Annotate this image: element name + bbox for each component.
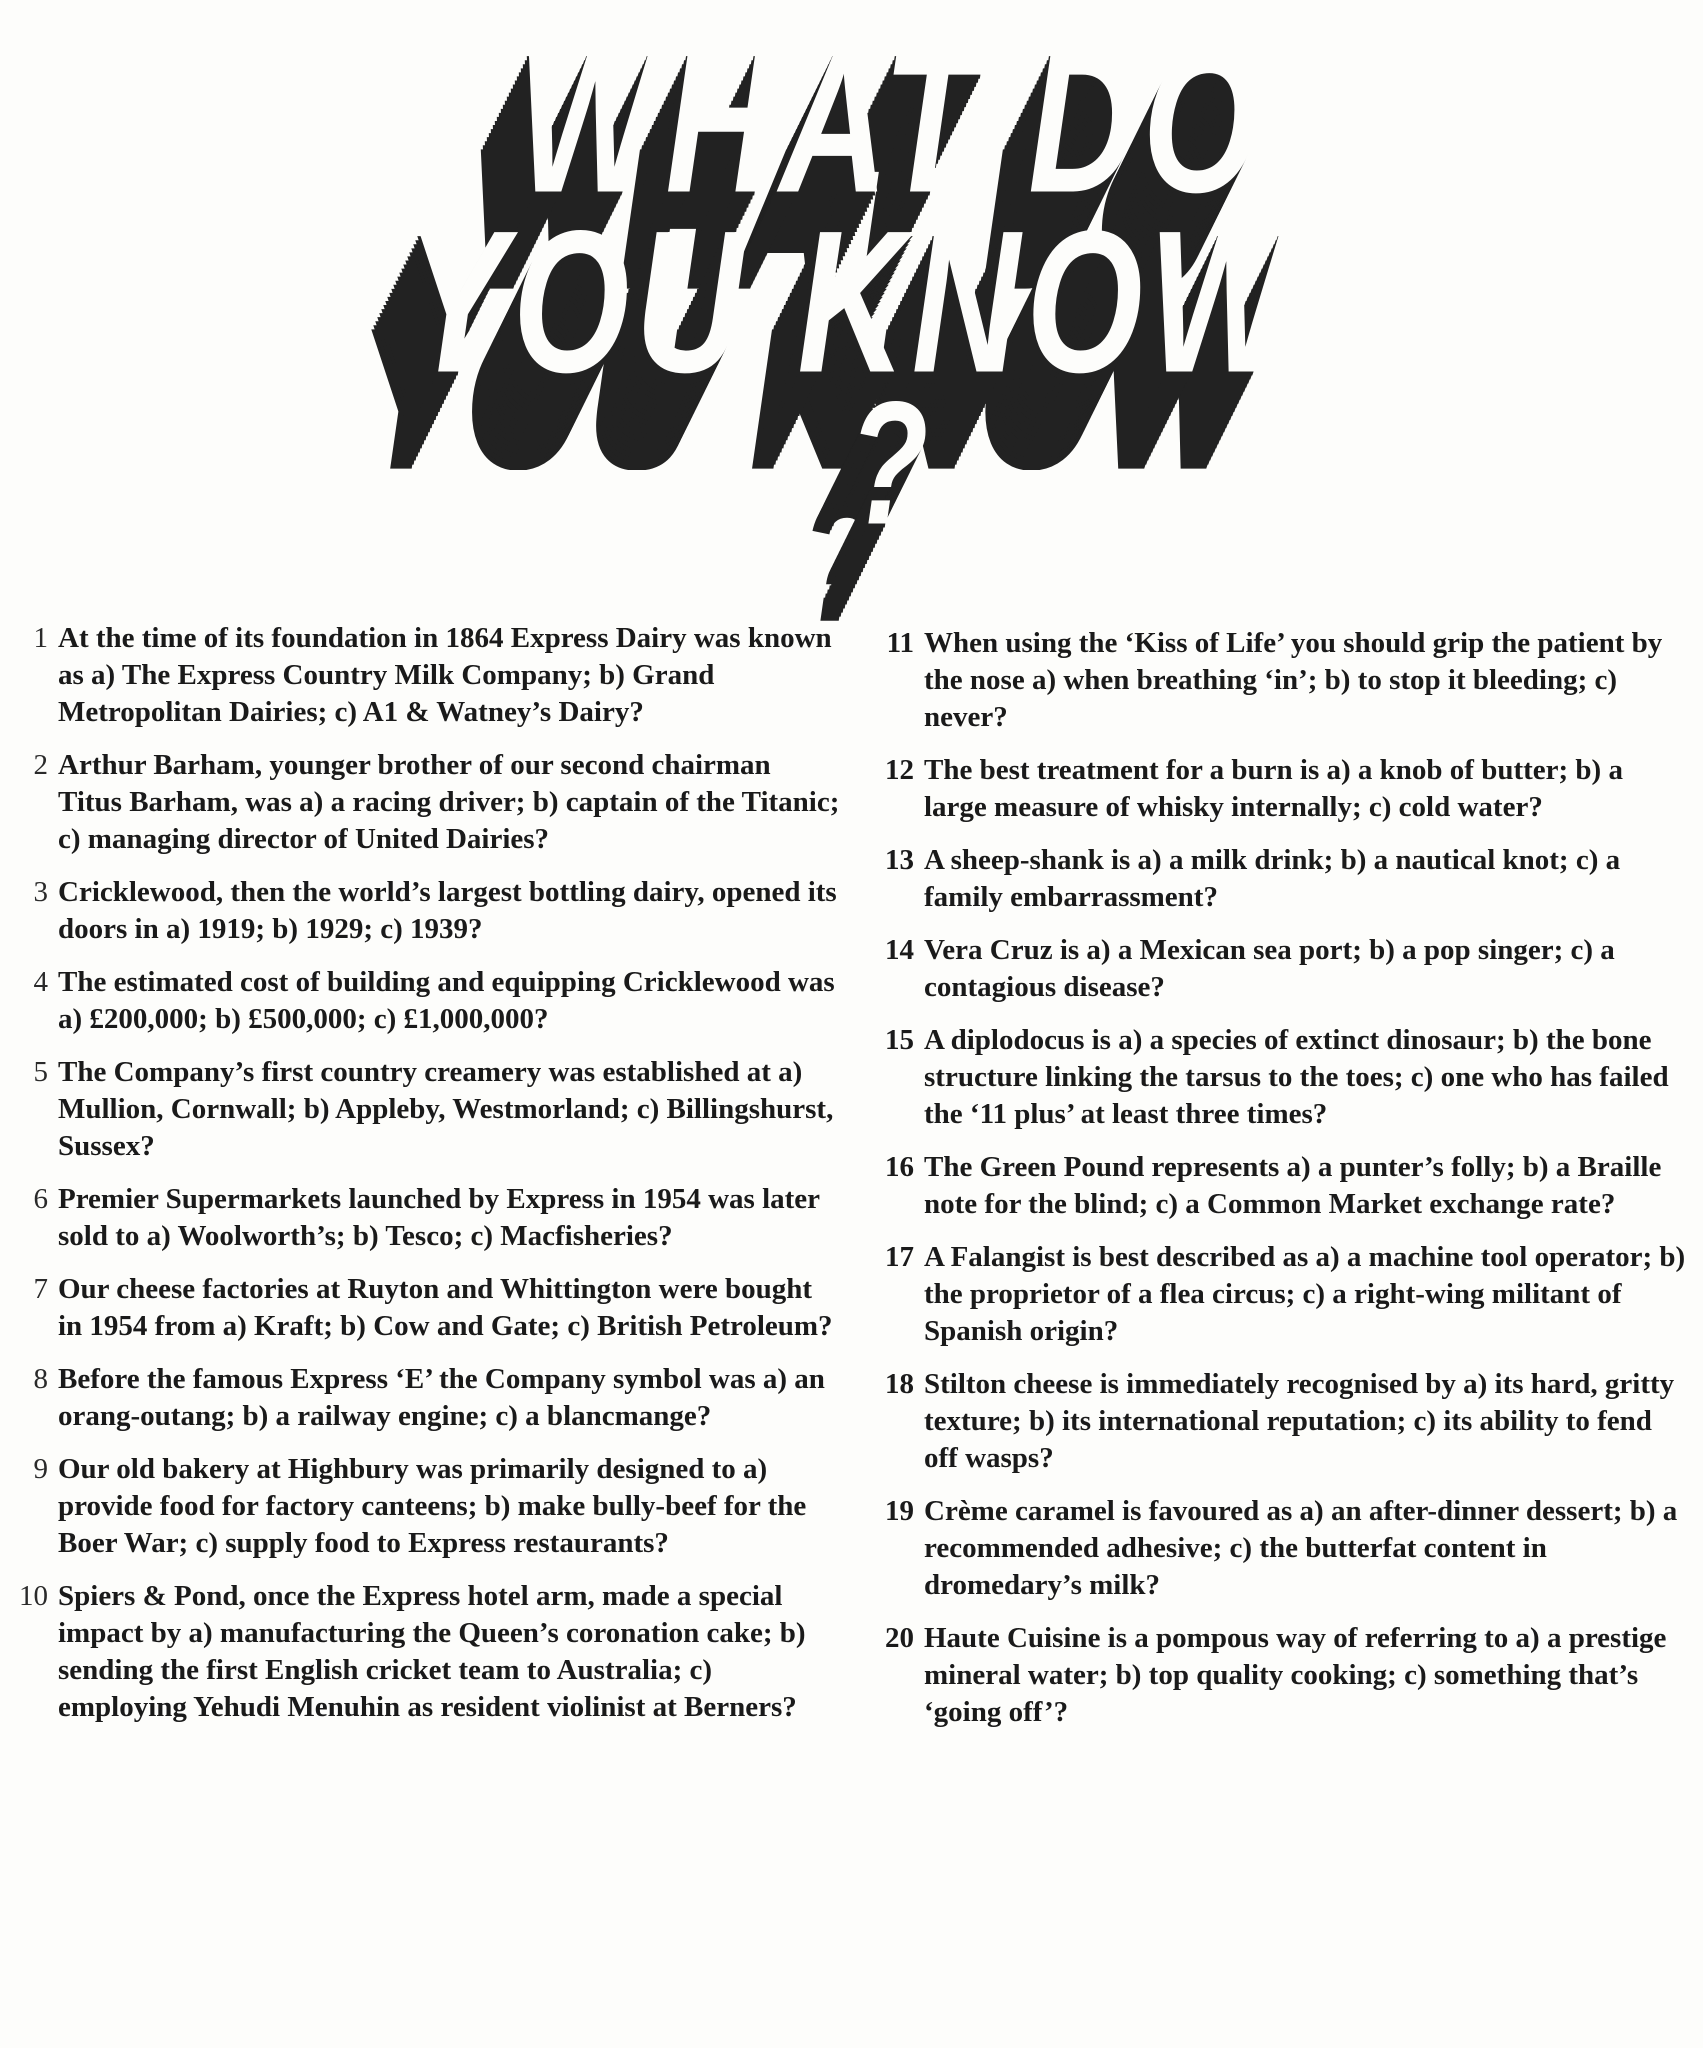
question-number: 18 [885, 1368, 914, 1400]
question-number: 10 [19, 1580, 48, 1612]
title-line-1: WHAT DO [517, 7, 1266, 235]
question-item [862, 932, 1692, 1006]
question-number: 7 [33, 1273, 48, 1305]
question-number: 3 [33, 876, 48, 908]
question-number: 2 [33, 749, 48, 781]
question-item [862, 625, 1692, 736]
question-text: Premier Supermarkets launched by Express in 1954 was later sold to a) Woolworth’s; b) Tesco; c) Macfisheries? [58, 1183, 820, 1252]
question-number: 20 [885, 1622, 914, 1654]
question-item [0, 964, 840, 1038]
question-number: 8 [33, 1363, 48, 1395]
title-line-2: YOU KNOW [406, 187, 1297, 415]
question-number: 15 [885, 1024, 914, 1056]
question-text: Spiers & Pond, once the Express hotel arm, made a special impact by a) manufacturing the Queen’s coronation cake; b) sending the first English cricket team to Australia; c) employing Yehudi Menuhin as resident violinist at Berners? [58, 1580, 806, 1723]
title-question-mark: ? [848, 364, 935, 562]
question-item [0, 747, 840, 858]
questions-left-column [0, 620, 840, 1742]
question-item [862, 842, 1692, 916]
question-item [862, 1493, 1692, 1604]
question-item [862, 1239, 1692, 1350]
question-number: 5 [33, 1056, 48, 1088]
question-text: Arthur Barham, younger brother of our second chairman Titus Barham, was a) a racing driver; b) captain of the Titanic; c) managing director of United Dairies? [58, 749, 840, 855]
question-item [0, 1361, 840, 1435]
question-text: Before the famous Express ‘E’ the Company symbol was a) an orang-outang; b) a railway engine; c) a blancmange? [58, 1363, 825, 1432]
question-number: 4 [33, 966, 48, 998]
question-text: Vera Cruz is a) a Mexican sea port; b) a pop singer; c) a contagious disease? [924, 934, 1615, 1003]
questions-right-column [862, 625, 1692, 1747]
question-number: 14 [885, 934, 914, 966]
question-number: 6 [33, 1183, 48, 1215]
question-text: A diplodocus is a) a species of extinct dinosaur; b) the bone structure linking the tarsus to the toes; c) one who has failed the ‘11 plus’ at least three times? [924, 1024, 1669, 1130]
question-number: 13 [885, 844, 914, 876]
question-number: 17 [885, 1241, 914, 1273]
question-number: 1 [33, 622, 48, 654]
question-number: 16 [885, 1151, 914, 1183]
question-number: 12 [885, 754, 914, 786]
question-text: The Company’s first country creamery was established at a) Mullion, Cornwall; b) Appleby, Westmorland; c) Billingshurst, Sussex? [58, 1056, 834, 1162]
question-text: Haute Cuisine is a pompous way of referring to a) a prestige mineral water; b) top quality cooking; c) something that’s ‘going off’? [924, 1622, 1667, 1728]
question-item [0, 1181, 840, 1255]
question-text: Our old bakery at Highbury was primarily designed to a) provide food for factory canteens; b) make bully-beef for the Boer War; c) supply food to Express restaurants? [58, 1453, 807, 1559]
question-item [862, 1620, 1692, 1731]
page-title [0, 0, 1703, 600]
question-number: 19 [885, 1495, 914, 1527]
question-item [0, 1054, 840, 1165]
question-text: The best treatment for a burn is a) a knob of butter; b) a large measure of whisky internally; c) cold water? [924, 754, 1623, 823]
question-item [0, 1271, 840, 1345]
question-item [0, 620, 840, 731]
question-item [0, 1578, 840, 1726]
question-text: The estimated cost of building and equipping Cricklewood was a) £200,000; b) £500,000; c) £1,000,000? [58, 966, 835, 1035]
question-text: A Falangist is best described as a) a machine tool operator; b) the proprietor of a flea circus; c) a right-wing militant of Spanish origin? [924, 1241, 1686, 1347]
question-text: Our cheese factories at Ruyton and Whittington were bought in 1954 from a) Kraft; b) Cow and Gate; c) British Petroleum? [58, 1273, 833, 1342]
question-number: 9 [33, 1453, 48, 1485]
question-text: At the time of its foundation in 1864 Express Dairy was known as a) The Express Country Milk Company; b) Grand Metropolitan Dairies; c) A1 & Watney’s Dairy? [58, 622, 832, 728]
question-text: Cricklewood, then the world’s largest bottling dairy, opened its doors in a) 1919; b) 1929; c) 1939? [58, 876, 837, 945]
question-item [862, 752, 1692, 826]
question-item [862, 1149, 1692, 1223]
question-number: 11 [886, 627, 914, 659]
question-text: Stilton cheese is immediately recognised by a) its hard, gritty texture; b) its international reputation; c) its ability to fend off wasps? [924, 1368, 1675, 1474]
question-text: When using the ‘Kiss of Life’ you should grip the patient by the nose a) when breathing ‘in’; b) to stop it bleeding; c) never? [924, 627, 1663, 733]
question-text: A sheep-shank is a) a milk drink; b) a nautical knot; c) a family embarrassment? [924, 844, 1621, 913]
question-item [862, 1366, 1692, 1477]
question-text: The Green Pound represents a) a punter’s folly; b) a Braille note for the blind; c) a Common Market exchange rate? [924, 1151, 1662, 1220]
question-item [0, 874, 840, 948]
question-text: Crème caramel is favoured as a) an after-dinner dessert; b) a recommended adhesive; c) the butterfat content in dromedary’s milk? [924, 1495, 1678, 1601]
question-item [0, 1451, 840, 1562]
question-item [862, 1022, 1692, 1133]
